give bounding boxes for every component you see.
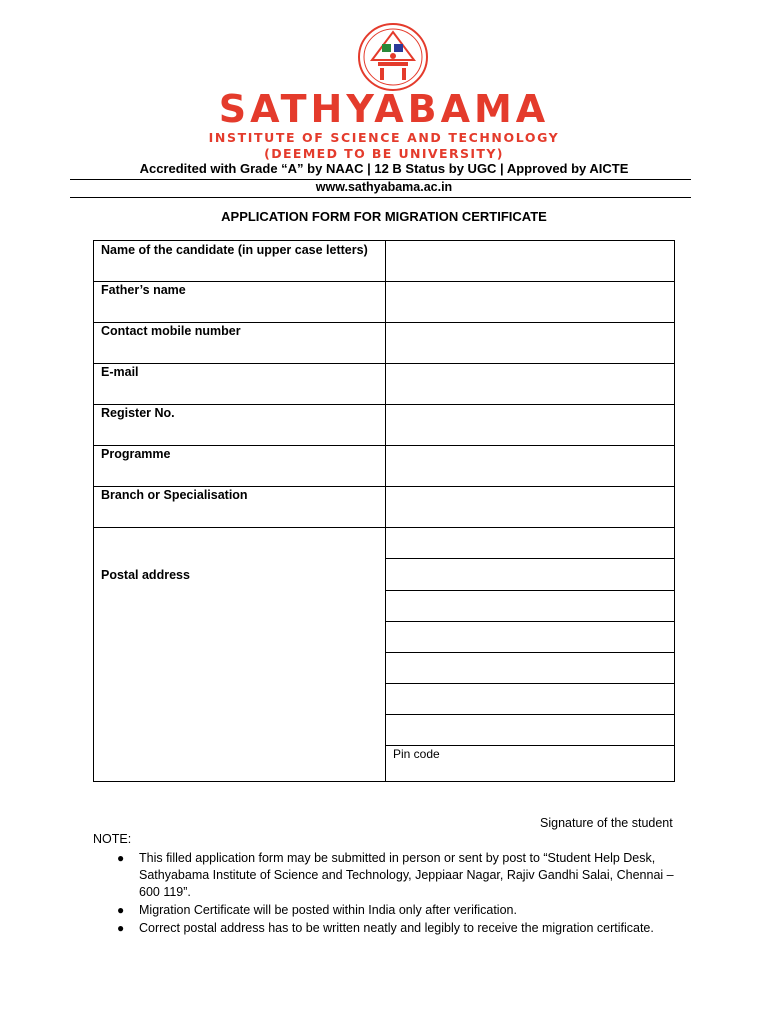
address-line	[385, 558, 674, 559]
row-divider	[94, 322, 674, 323]
address-line	[385, 590, 674, 591]
deemed-line: (DEEMED TO BE UNIVERSITY)	[264, 146, 504, 161]
note-list	[93, 850, 683, 938]
row-divider	[94, 363, 674, 364]
field-label-name: Name of the candidate (in upper case letters)	[101, 243, 368, 257]
field-label-father-name: Father’s name	[101, 283, 186, 297]
field-label-mobile: Contact mobile number	[101, 324, 241, 338]
field-label-register-no: Register No.	[101, 406, 175, 420]
form-title: APPLICATION FORM FOR MIGRATION CERTIFICATE	[221, 209, 547, 224]
note-heading: NOTE:	[93, 832, 132, 846]
institute-line: INSTITUTE OF SCIENCE AND TECHNOLOGY	[208, 130, 560, 145]
address-line	[385, 745, 674, 746]
accreditation-line: Accredited with Grade “A” by NAAC | 12 B Status by UGC | Approved by AICTE	[139, 161, 629, 176]
pin-code-label: Pin code	[393, 747, 440, 761]
list-item	[93, 920, 683, 937]
field-label-email: E-mail	[101, 365, 139, 379]
address-line	[385, 683, 674, 684]
row-divider	[94, 281, 674, 282]
note-text: This filled application form may be submitted in person or sent by post to “Student Help Desk, Sathyabama Institute of Science and Technology, Jeppiaar Nagar, Rajiv Gandhi Salai, Chennai – 600 119”.	[139, 851, 674, 899]
row-divider	[94, 527, 674, 528]
row-divider	[94, 486, 674, 487]
bullet-icon: ●	[117, 851, 125, 865]
application-form-table	[93, 240, 675, 782]
row-divider	[94, 445, 674, 446]
list-item	[93, 850, 683, 901]
field-label-branch: Branch or Specialisation	[101, 488, 248, 502]
note-text: Correct postal address has to be written neatly and legibly to receive the migration certificate.	[139, 921, 654, 935]
field-label-programme: Programme	[101, 447, 171, 461]
row-divider	[94, 404, 674, 405]
brand-name: SATHYABAMA	[218, 87, 550, 131]
address-line	[385, 652, 674, 653]
signature-label: Signature of the student	[540, 816, 673, 830]
website-link[interactable]: www.sathyabama.ac.in	[315, 180, 453, 194]
bullet-icon: ●	[117, 921, 125, 935]
bullet-icon: ●	[117, 903, 125, 917]
university-seal-logo	[356, 22, 430, 92]
list-item	[93, 902, 683, 919]
address-line	[385, 621, 674, 622]
address-line	[385, 714, 674, 715]
divider	[70, 197, 691, 198]
note-text: Migration Certificate will be posted within India only after verification.	[139, 903, 517, 917]
field-label-postal-address: Postal address	[101, 568, 190, 582]
